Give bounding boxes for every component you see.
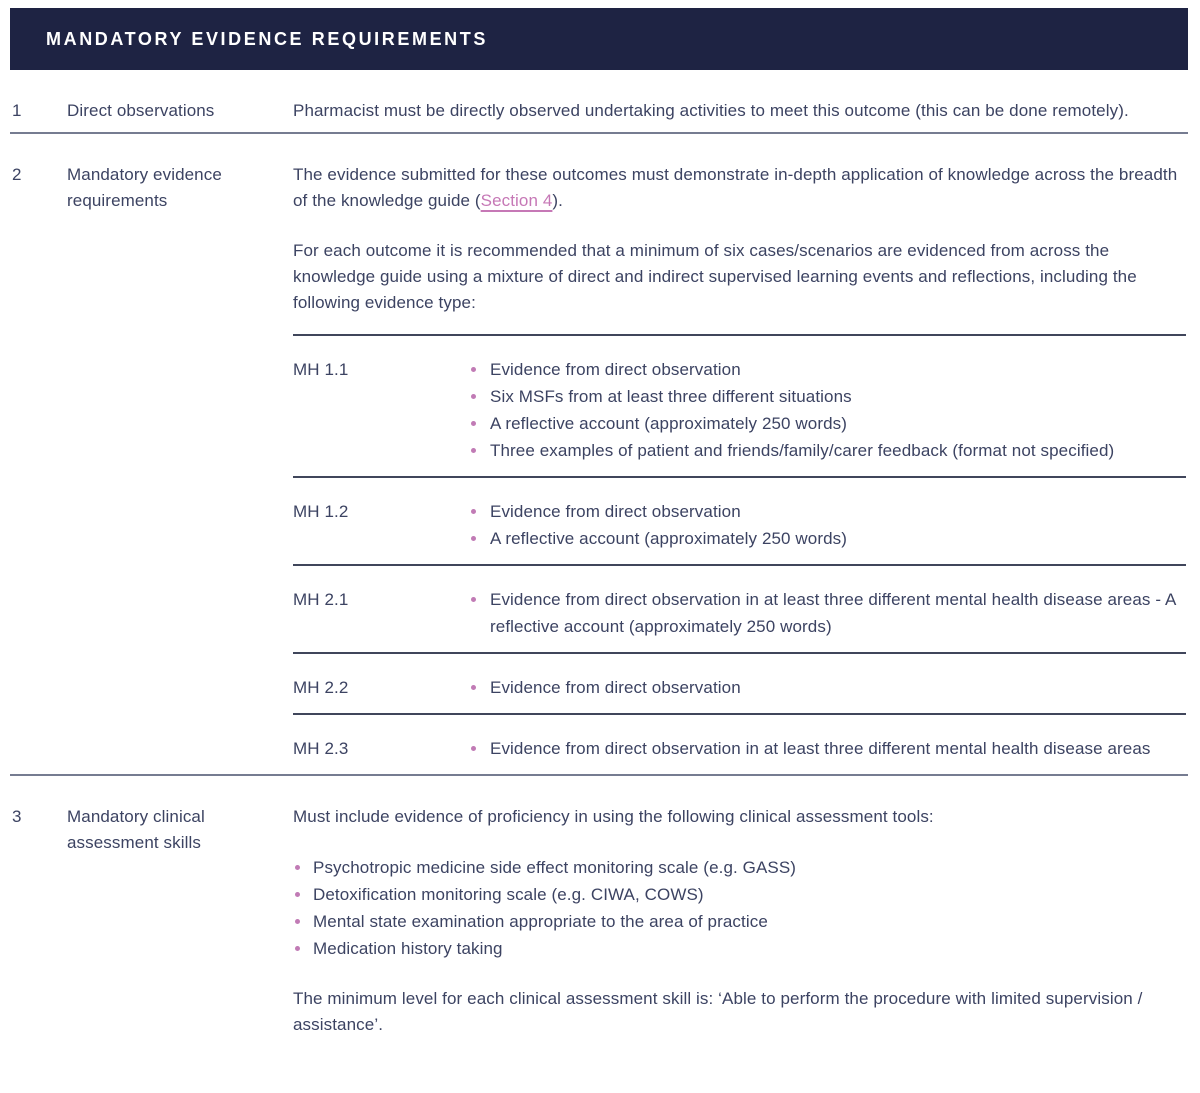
bullet-item: Medication history taking <box>293 935 1186 962</box>
bullet-item: Six MSFs from at least three different situations <box>468 383 1186 410</box>
outcome-code: MH 1.2 <box>293 502 349 521</box>
row-paragraph: The minimum level for each clinical assessment skill is: ‘Able to perform the procedure with limited supervision / assistance’. <box>293 989 1143 1034</box>
row-label: Mandatory clinical assessment skills <box>67 807 205 852</box>
bullet-item: Evidence from direct observation <box>468 498 1186 525</box>
subtable-row-mh-1-2 <box>293 476 1186 564</box>
row-paragraph: For each outcome it is recommended that a minimum of six cases/scenarios are evidenced from across the knowledge guide using a mixture of direct and indirect supervised learning events and reflections, including the following evidence type: <box>293 241 1137 312</box>
bullet-item: Evidence from direct observation <box>468 356 1186 383</box>
row-paragraph: Pharmacist must be directly observed undertaking activities to meet this outcome (this can be done remotely). <box>293 101 1129 120</box>
section-title: MANDATORY EVIDENCE REQUIREMENTS <box>46 29 488 49</box>
row-number: 3 <box>12 807 22 826</box>
outcome-code: MH 2.2 <box>293 678 349 697</box>
intro-text-pre: The evidence submitted for these outcomes must demonstrate in-depth application of knowledge across the breadth of the knowledge guide ( <box>293 165 1178 210</box>
row-content <box>293 162 1188 774</box>
evidence-bullet-list <box>468 498 1186 552</box>
subtable-row-mh-1-1 <box>293 334 1186 476</box>
row-paragraph <box>293 162 1186 214</box>
evidence-bullet-list <box>468 735 1186 762</box>
table-row-mandatory-evidence <box>10 132 1188 774</box>
subtable-row-mh-2-1 <box>293 564 1186 652</box>
bullet-item: A reflective account (approximately 250 words) <box>468 525 1186 552</box>
subtable-row-mh-2-3 <box>293 713 1186 774</box>
evidence-bullet-list <box>468 586 1186 640</box>
section-4-link[interactable]: Section 4 <box>480 191 553 210</box>
row-content <box>293 804 1188 1038</box>
evidence-bullet-list <box>468 674 1186 701</box>
bullet-item: Evidence from direct observation in at least three different mental health disease areas - A reflective account (approximately 250 words) <box>468 586 1186 640</box>
table-row-direct-observations <box>10 70 1188 132</box>
row-content <box>293 98 1188 124</box>
evidence-type-subtable <box>293 334 1186 774</box>
table-row-clinical-assessment <box>10 774 1188 1052</box>
bullet-item: Psychotropic medicine side effect monitoring scale (e.g. GASS) <box>293 854 1186 881</box>
outcome-code: MH 2.3 <box>293 739 349 758</box>
bullet-item: Evidence from direct observation in at least three different mental health disease areas <box>468 735 1186 762</box>
bullet-item: Detoxification monitoring scale (e.g. CIWA, COWS) <box>293 881 1186 908</box>
bullet-item: Evidence from direct observation <box>468 674 1186 701</box>
evidence-bullet-list <box>468 356 1186 464</box>
row-number: 2 <box>12 165 22 184</box>
row-paragraph: Must include evidence of proficiency in using the following clinical assessment tools: <box>293 807 934 826</box>
outcome-code: MH 2.1 <box>293 590 349 609</box>
bullet-item: Three examples of patient and friends/family/carer feedback (format not specified) <box>468 437 1186 464</box>
section-header-bar <box>10 8 1188 70</box>
bullet-item: A reflective account (approximately 250 words) <box>468 410 1186 437</box>
subtable-row-mh-2-2 <box>293 652 1186 713</box>
row-label: Mandatory evidence requirements <box>67 165 222 210</box>
row-label: Direct observations <box>67 101 215 120</box>
row-number: 1 <box>12 101 22 120</box>
bullet-item: Mental state examination appropriate to the area of practice <box>293 908 1186 935</box>
intro-text-post: ). <box>552 191 564 210</box>
outcome-code: MH 1.1 <box>293 360 349 379</box>
assessment-tools-list <box>293 854 1186 962</box>
